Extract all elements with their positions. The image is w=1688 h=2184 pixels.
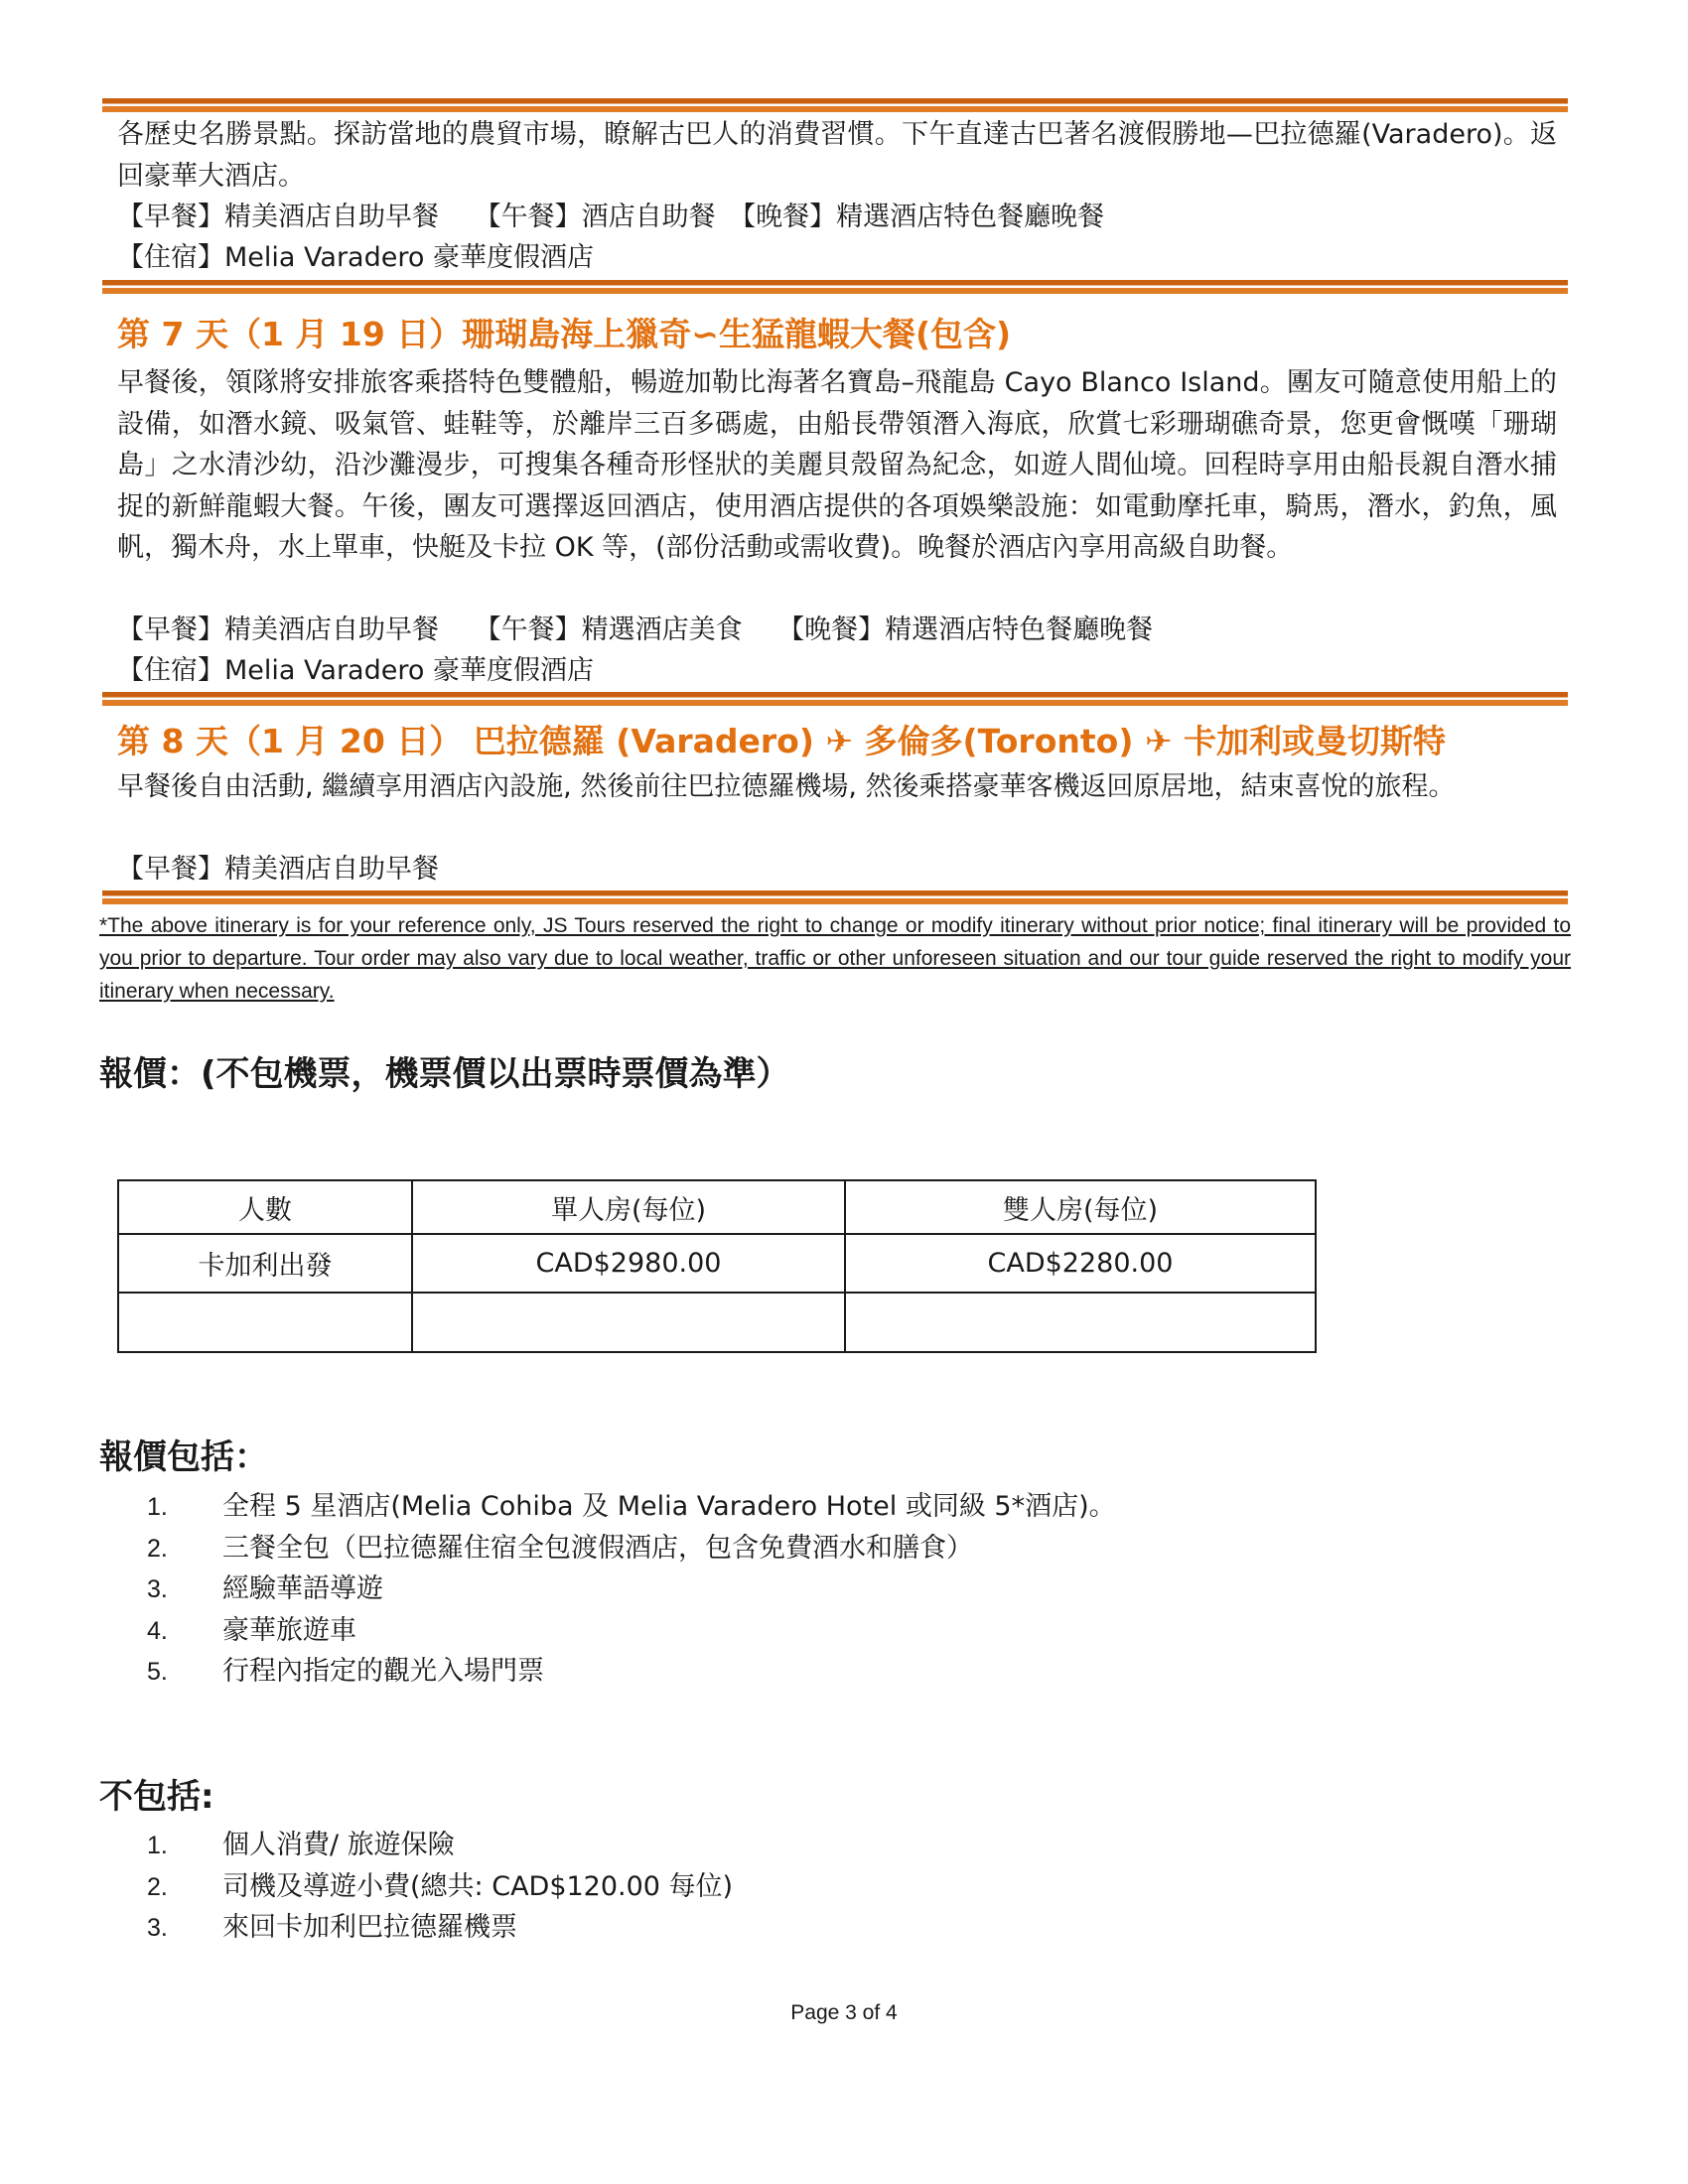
price-table xyxy=(117,1179,1317,1353)
table-header-row xyxy=(118,1180,1316,1234)
section-divider xyxy=(102,98,1568,112)
list-item: 1. 個人消費/ 旅遊保險 xyxy=(147,1830,455,1860)
day6-meals: 【早餐】精美酒店自助早餐 【午餐】酒店自助餐 【晚餐】精選酒店特色餐廳晚餐 xyxy=(117,202,1105,232)
excluded-list xyxy=(147,1825,733,1949)
included-heading: 報價包括： xyxy=(99,1437,268,1477)
section-divider xyxy=(102,692,1568,706)
itinerary-disclaimer: *The above itinerary is for your reference only, JS Tours reserved the right to change or modify itinerary without prior notice; final itinerary will be provided to you prior to departure. Tour order may also vary due to local weather, traffic or other unforeseen situation and our tour guide reserved the right to modify your itinerary when necessary. xyxy=(99,914,1571,1003)
day7-meals: 【早餐】精美酒店自助早餐 【午餐】精選酒店美食 【晚餐】精選酒店特色餐廳晚餐 xyxy=(117,614,1154,645)
list-item: 5. 行程內指定的觀光入場門票 xyxy=(147,1656,544,1687)
list-item: 3. 來回卡加利巴拉德羅機票 xyxy=(147,1912,517,1943)
header-cell-people: 人數 xyxy=(118,1180,412,1234)
list-item: 2. 司機及導遊小費(總共: CAD$120.00 每位) xyxy=(147,1870,734,1902)
section-divider xyxy=(102,890,1568,904)
table-cell: CAD$2280.00 xyxy=(845,1234,1316,1293)
table-cell xyxy=(845,1293,1316,1352)
list-item: 1. 全程 5 星酒店(Melia Cohiba 及 Melia Varadero Hotel 或同級 5*酒店)。 xyxy=(147,1491,1116,1522)
excluded-heading: 不包括: xyxy=(99,1777,214,1817)
page-number: Page 3 of 4 xyxy=(790,2001,898,2024)
table-cell: 卡加利出發 xyxy=(118,1234,412,1293)
price-heading: 報價：(不包機票，機票價以出票時票價為準） xyxy=(99,1054,790,1094)
day7-title: 第 7 天（1 月 19 日）珊瑚島海上獵奇∽生猛龍蝦大餐(包含) xyxy=(117,315,1012,353)
table-cell xyxy=(412,1293,845,1352)
table-cell: CAD$2980.00 xyxy=(412,1234,845,1293)
header-cell-double-room: 雙人房(每位) xyxy=(845,1180,1316,1234)
header-cell-single-room: 單人房(每位) xyxy=(412,1180,845,1234)
day8-text: 早餐後自由活動, 繼續享用酒店內設施, 然後前往巴拉德羅機場, 然後乘搭豪華客機返回原居地，結束喜悅的旅程。 xyxy=(117,771,1456,802)
table-row xyxy=(118,1234,1316,1293)
day6-continued-text: 各歷史名勝景點。探訪當地的農貿市場，瞭解古巴人的消費習慣。下午直達古巴著名渡假勝地—巴拉德羅(Varadero)。返回豪華大酒店。 xyxy=(117,119,1557,192)
day6-hotel: 【住宿】Melia Varadero 豪華度假酒店 xyxy=(117,242,594,273)
included-list xyxy=(147,1486,1116,1693)
list-item: 3. 經驗華語導遊 xyxy=(147,1573,383,1604)
table-cell xyxy=(118,1293,412,1352)
list-item: 2. 三餐全包（巴拉德羅住宿全包渡假酒店，包含免費酒水和膳食） xyxy=(147,1532,973,1564)
day7-text: 早餐後，領隊將安排旅客乘搭特色雙體船，暢遊加勒比海著名寶島–飛龍島 Cayo Blanco Island。團友可隨意使用船上的設備，如潛水鏡、吸氣管、蛙鞋等，於離岸三百多碼處，由船長帶領潛入海底，欣賞七彩珊瑚礁奇景，您更會慨嘆「珊瑚島」之水清沙幼，沿沙灘漫步，可搜集各種奇形怪狀的美麗貝殼留為紀念，如遊人間仙境。回程時享用由船長親自潛水捕捉的新鮮龍蝦大餐。午後，團友可選擇返回酒店，使用酒店提供的各項娛樂設施：如電動摩托車，騎馬，潛水，釣魚，風帆，獨木舟，水上單車，快艇及卡拉 OK 等，(部份活動或需收費)。晚餐於酒店內享用高級自助餐。 xyxy=(117,367,1557,563)
day7-hotel: 【住宿】Melia Varadero 豪華度假酒店 xyxy=(117,655,594,686)
day8-meals: 【早餐】精美酒店自助早餐 xyxy=(117,854,439,885)
day8-title: 第 8 天（1 月 20 日） 巴拉德羅 (Varadero) ✈ 多倫多(Toronto) ✈ 卡加利或曼切斯特 xyxy=(117,722,1447,760)
section-divider xyxy=(102,280,1568,294)
list-item: 4. 豪華旅遊車 xyxy=(147,1614,356,1646)
table-row xyxy=(118,1293,1316,1352)
